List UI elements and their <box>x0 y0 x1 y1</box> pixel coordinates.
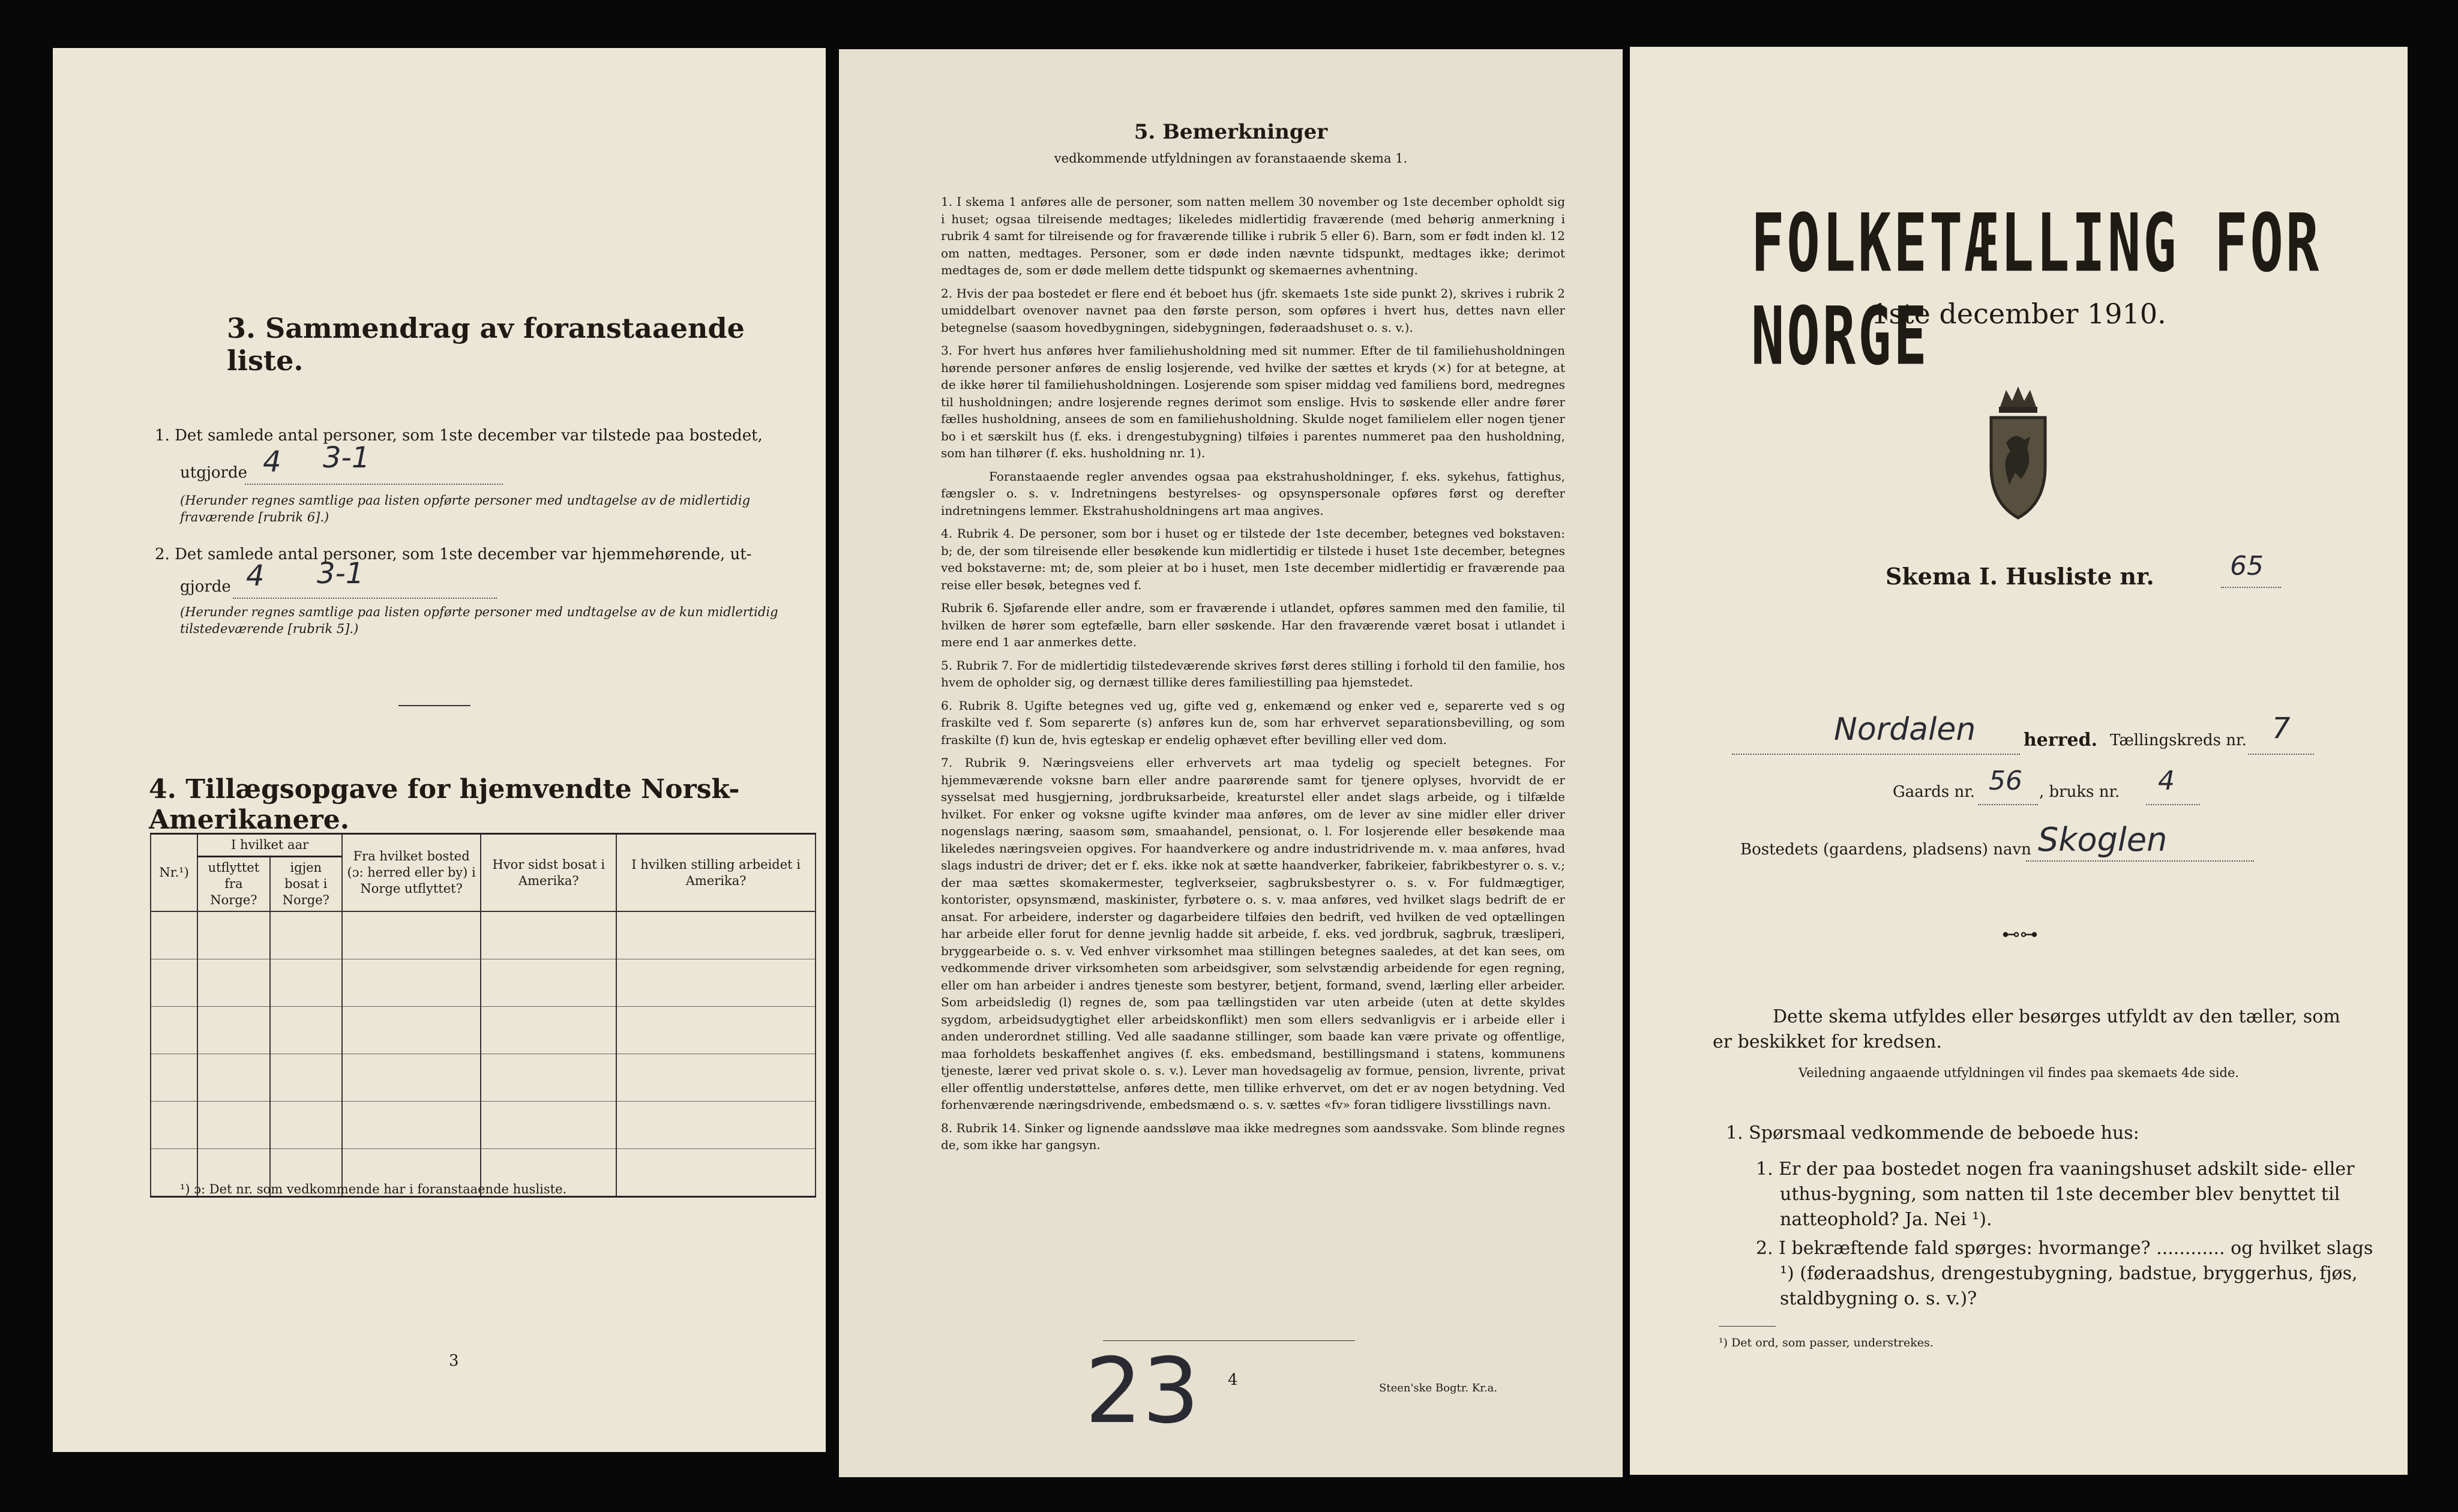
question-heading: 1. Spørsmaal vedkommende de beboede hus: <box>1726 1123 2139 1144</box>
item1-text: 1. Det samlede antal personer, som 1ste december var tilstede paa bostedet, <box>155 427 763 445</box>
husliste-nr: 65 <box>2230 551 2264 581</box>
section-3-title: 3. Sammendrag av foranstaaende liste. <box>227 312 745 377</box>
remark-paragraph: Rubrik 6. Sjøfarende eller andre, som er fraværende i utlandet, opføres sammen med den familie, til hvilken de hører som egtefælle, barn eller søskende. Har den fraværende været bosat i utlandet i mere end 1 aar anmerkes dette. <box>941 601 1565 649</box>
remarks-subtitle: vedkommende utfyldningen av foranstaaende skema 1. <box>1054 151 1408 166</box>
krets-value: 7 <box>2272 712 2291 745</box>
remark-paragraph: 7. Rubrik 9. Næringsveiens eller erhvervets art maa tydelig og specielt betegnes. For hjemmeværende voksne barn eller andre paarørende samt for tjenere oplyses, hvorvidt de er sysselsat med husgjerning, jordbruksarbeide, kreaturstel eller andet slags arbeide, og i tilfælde hvilket. For enker og voksne ugifte kvinder maa anføres, om de lever av sine midler eller driver nogenslags næring, saasom søm, smaahandel, pensionat, o. l. For losjerende eller besøkende maa likeledes næringsveien opgives. For haandverkere og andre industridrivende m. v. maa anføres, hvad slags industri de driver; det er f. eks. ikke nok at sætte haandverker, fabrikeier, fabrikbestyrer o. s. v.; der maa sættes skomakermester, teglverkseier, sagbruksbestyrer o. s. v. For fuldmægtiger, kontorister, opsynsmænd, maskinister, fyrbøtere o. s. v. maa anføres, ved hvilket slags bedrift de er ansat. For arbeidere, inderster og dagarbeidere tilføies den bedrift, ved hvilken de ved optællingen har arbeide eller forut for denne jevnlig hadde sit arbeide, f. eks. ved jordbruk, sagbruk, træsliperi, bryggearbeide o. s. v. Ved enhver virksomhet maa stillingen betegnes saaledes, at det kan sees, om vedkommende driver virksomheten som arbeidsgiver, som selvstændig arbeidende for egen regning, eller om han arbeider i andres tjeneste som bestyrer, betjent, formand, svend, lærling eller arbeider. Som arbeidsledig (l) regnes de, som paa tællingstiden var uten arbeide (uten at dette skyldes sygdom, arbeidsudygtighet eller arbeidskonflikt) men som ellers sedvanligvis er i arbeide eller i anden underordnet stilling. Ved alle saadanne stillinger, som baade kan være private og offentlige, maa forholdets beskaffenhet angives (f. eks. embedsmand, bestillingsmand i statens, kommunens tjeneste, lærer ved privat skole o. s. v.). Lever man hovedsagelig av formue, pension, livrente, privat eller offentlig understøttelse, anføres dette, men tillike erhvervet, om det er av nogen betydning. Ved forhenværende næringsdrivende, embedsmænd o. s. v. sættes «fv» foran tidligere livsstillings navn. <box>941 755 1565 1112</box>
item2-text: 2. Det samlede antal personer, som 1ste december var hjemmehørende, ut- <box>155 545 752 563</box>
norwegian-coat-of-arms-icon <box>1979 383 2057 521</box>
page-number: 4 <box>1228 1371 1238 1389</box>
census-title: FOLKETÆLLING FOR NORGE <box>1751 197 2322 383</box>
table-row <box>151 1007 816 1054</box>
item1-label: utgjorde <box>180 464 248 482</box>
norsk-amerikanere-table <box>150 833 816 1198</box>
page-number: 3 <box>449 1352 459 1370</box>
instruction-small: Veiledning angaaende utfyldningen vil findes paa skemaets 4de side. <box>1798 1066 2240 1080</box>
remark-paragraph: 3. For hvert hus anføres hver familiehusholdning med sit nummer. Efter de til familiehusholdningen hørende personer anføres de enslig losjerende, ved hvilke der sættes et kryds (×) for at betegne, at de ikke hører til familiehusholdningen. Losjerende som spiser middag ved familiens bord, medregnes til husholdningen; andre losjerende regnes derimot som enslige. Hvis to søskende eller andre fører fælles husholdning, ansees de som en familiehusholdning. Skulde noget familielem eller nogen tjener bo i et særskilt hus (f. eks. i drengestubygning) tilføies i parentes nummeret paa den husholdning, som han tilhører (f. eks. husholdning nr. 1). <box>941 343 1565 460</box>
gaards-label: Gaards nr. <box>1893 783 1976 801</box>
printer-credit: Steen'ske Bogtr. Kr.a. <box>1379 1382 1498 1394</box>
col-group-aar: I hvilket aar <box>197 834 342 857</box>
bruks-value: 4 <box>2158 766 2175 796</box>
question-2: 2. I bekræftende fald spørges: hvormange? ............ og hvilket slags ¹) (føderaadshus, drengestubygning, badstue, bryggerhus, fjøs, staldbygning o. s. v.)? <box>1756 1238 2373 1309</box>
herred-value: Nordalen <box>1834 712 1976 748</box>
col-stilling: I hvilken stilling arbeidet i Amerika? <box>616 834 816 912</box>
handwritten-number: 23 <box>1085 1339 1200 1444</box>
schema-label: Skema I. Husliste nr. <box>1886 563 2154 590</box>
item2-value-a: 4 <box>246 559 265 593</box>
table-row <box>151 1102 816 1149</box>
remark-paragraph: 1. I skema 1 anføres alle de personer, som natten mellem 30 november og 1ste december opholdt sig i huset; ogsaa tilreisende medtages; likeledes midlertidig fraværende (med behørig anmerkning i rubrik 4 samt for tilreisende og for fraværende tillike i rubrik 5 eller 6). Barn, som er født inden kl. 12 om natten, medtages. Personer, som er døde inden nævnte tidspunkt, medtages ikke; derimot medtages de, som er døde mellem dette tidspunkt og skemaernes avhentning. <box>941 194 1565 277</box>
remark-paragraph: Foranstaaende regler anvendes ogsaa paa ekstrahusholdninger, f. eks. sykehus, fattighus, fængsler o. s. v. Indretningens bestyrelses- og opsynspersonale opføres først og derefter indretningens lemmer. Ekstrahusholdningens art maa angives. <box>941 469 1565 518</box>
right-footnote: ¹) Det ord, som passer, understrekes. <box>1719 1336 1934 1349</box>
divider <box>398 705 470 706</box>
ornament-icon: ⊷⊶ <box>2002 924 2038 945</box>
remark-paragraph: 6. Rubrik 8. Ugifte betegnes ved ug, gifte ved g, enkemænd og enker ved e, separerte ved s og fraskilte ved f. Som separerte (s) anføres kun de, som har erhvervet separationsbevilling, og som fraskilte (f) kun de, hvis egteskap er endelig ophævet efter bevilling eller ved dom. <box>941 698 1565 747</box>
left-page <box>53 48 826 1452</box>
remark-paragraph: 5. Rubrik 7. For de midlertidig tilstedeværende skrives først deres stilling i forhold til den familie, hos hvem de opholder sig, og dernæst tillike deres familiestilling paa hjemstedet. <box>941 658 1565 689</box>
bosted-value: Skoglen <box>2038 821 2168 859</box>
item2-value-b: 3-1 <box>317 557 364 590</box>
remarks-title: 5. Bemerkninger <box>1134 120 1328 144</box>
item2-note: (Herunder regnes samtlige paa listen opførte personer med undtagelse av de kun midlertidig tilstedeværende [rubrik 5].) <box>180 605 778 636</box>
item1-note: (Herunder regnes samtlige paa listen opførte personer med undtagelse av de midlertidig fraværende [rubrik 6].) <box>180 493 751 524</box>
table-row <box>151 959 816 1007</box>
item1-value-b: 3-1 <box>323 441 370 475</box>
col-fra: Fra hvilket bosted (ɔ: herred eller by) i Norge utflyttet? <box>342 834 481 912</box>
col-igjen: igjen bosat i Norge? <box>270 857 342 912</box>
item2-label: gjorde <box>180 578 231 596</box>
remark-paragraph: 4. Rubrik 4. De personer, som bor i huset og er tilstede der 1ste december, betegnes ved bokstaven: b; de, der som tilreisende eller besøkende kun midlertidig er tilstede i huset 1ste december, betegnes ved bokstaverne: mt; de, som pleier at bo i huset, men 1ste december midlertidig er fraværende paa reise eller besøk, betegnes ved f. <box>941 526 1565 592</box>
item1-value-a: 4 <box>263 445 281 479</box>
bosted-label: Bostedets (gaardens, pladsens) navn <box>1740 841 2031 859</box>
divider <box>1719 1326 1776 1327</box>
table-row <box>151 911 816 959</box>
section-4-title: 4. Tillægsopgave for hjemvendte Norsk-Amerikanere. <box>149 774 740 835</box>
right-page <box>1630 47 2408 1475</box>
krets-label: Tællingskreds nr. <box>2110 731 2247 749</box>
instruction-text: Dette skema utfyldes eller besørges utfyldt av den tæller, som er beskikket for kredsen. <box>1713 1006 2340 1052</box>
table-row <box>151 1054 816 1102</box>
gaards-value: 56 <box>1989 766 2022 796</box>
remark-paragraph: 2. Hvis der paa bostedet er flere end ét beboet hus (jfr. skemaets 1ste side punkt 2), skrives i rubrik 2 umiddelbart ovenover navnet paa den første person, som opføres i hvert hus, dettes navn eller betegnelse (saasom hovedbygningen, sidebygningen, føderaadshuset o. s. v.). <box>941 286 1565 335</box>
col-hvor: Hvor sidst bosat i Amerika? <box>481 834 616 912</box>
census-date: 1ste december 1910. <box>1871 298 2166 330</box>
col-utflyttet: utflyttet fra Norge? <box>197 857 269 912</box>
bruks-label: , bruks nr. <box>2039 783 2120 801</box>
remarks-body <box>941 193 1565 1160</box>
question-1: 1. Er der paa bostedet nogen fra vaaningshuset adskilt side- eller uthus-bygning, som natten til 1ste december blev benyttet til natteophold? Ja. Nei ¹). <box>1756 1159 2355 1230</box>
remark-paragraph: 8. Rubrik 14. Sinker og lignende aandssløve maa ikke medregnes som aandssvake. Som blinde regnes de, som ikke har gangsyn. <box>941 1120 1565 1152</box>
col-nr: Nr.¹) <box>151 834 197 912</box>
middle-page <box>839 49 1623 1477</box>
herred-label: herred. <box>2024 730 2098 751</box>
table-footnote: ¹) ɔ: Det nr. som vedkommende har i foranstaaende husliste. <box>180 1182 567 1196</box>
